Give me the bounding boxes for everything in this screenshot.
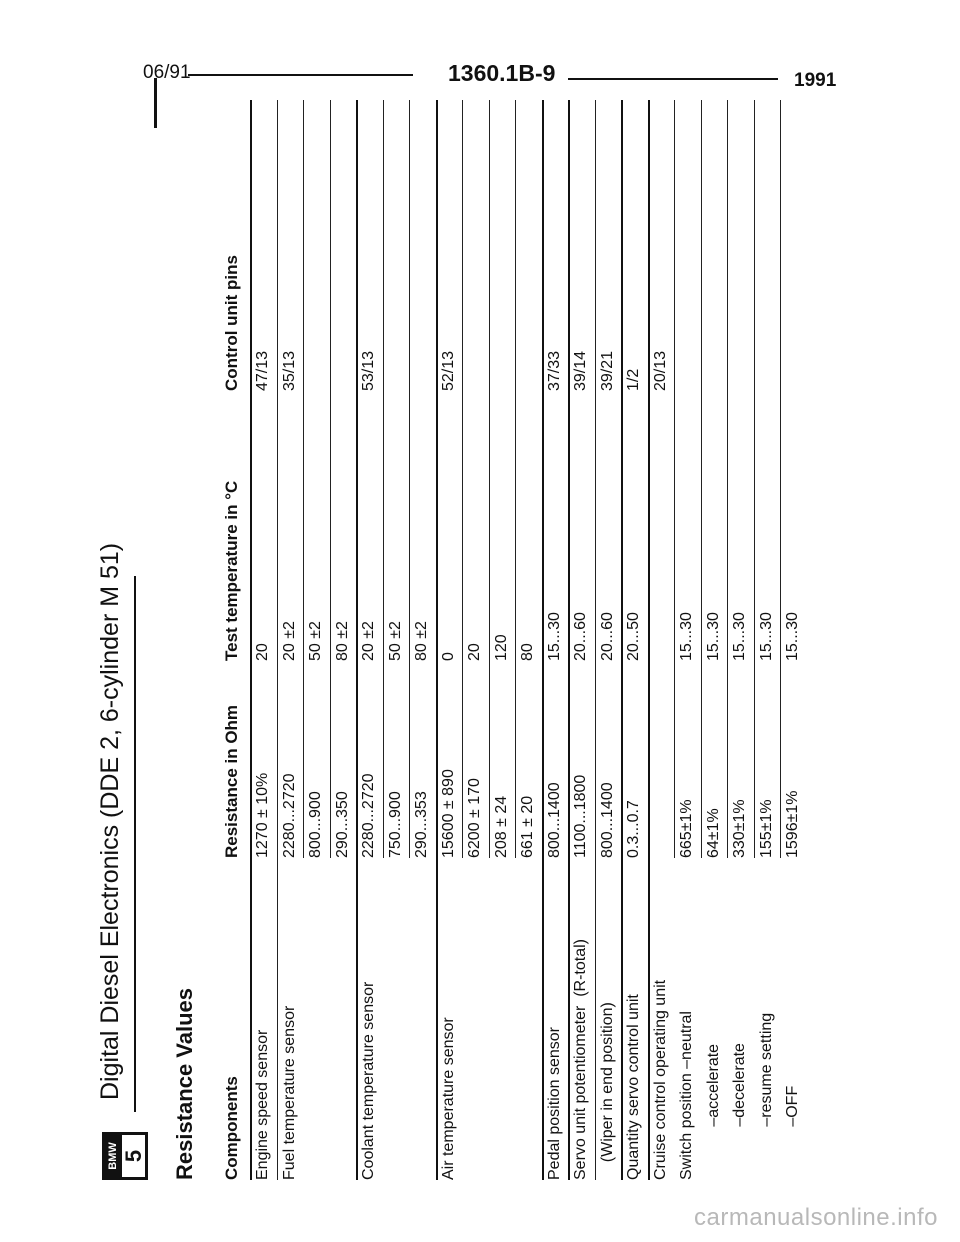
table-cell: 290...353 [413, 791, 430, 858]
row-divider [648, 100, 650, 1180]
table-cell: (Wiper in end position) [598, 1002, 616, 1180]
table-cell: 35/13 [280, 350, 298, 391]
row-divider [383, 100, 384, 858]
row-divider [754, 100, 755, 858]
row-divider [727, 100, 728, 858]
table-cell: –OFF [784, 1085, 801, 1180]
table-cell: Fuel temperature sensor [280, 1005, 298, 1180]
table-cell: Coolant temperature sensor [360, 981, 377, 1180]
table-cell: 50 ±2 [386, 621, 404, 661]
row-divider [515, 100, 516, 858]
table-cell: 1270 ± 10% [254, 772, 271, 858]
table-cell: 6200 ± 170 [466, 778, 483, 858]
document-title: Digital Diesel Electronics (DDE 2, 6-cylinder M 51) [96, 542, 124, 1100]
row-divider [780, 100, 781, 858]
table-cell: 20...60 [572, 612, 589, 661]
table-cell: 39/21 [598, 350, 616, 391]
title-underline [134, 576, 136, 1112]
table-cell: 52/13 [439, 350, 457, 391]
table-cell: 20 [254, 643, 271, 661]
table-cell: 155±1% [757, 799, 775, 858]
row-divider [330, 100, 331, 858]
table-cell: Pedal position sensor [545, 1027, 563, 1180]
table-cell: 800...1400 [545, 782, 563, 858]
logo-brand: BMW [105, 1135, 122, 1177]
table-cell: 37/33 [545, 350, 563, 391]
rotated-page-content [90, 100, 870, 1180]
row-divider [489, 100, 490, 858]
table-cell: Switch position –neutral [678, 1011, 695, 1180]
table-cell: 80 ±2 [413, 621, 430, 661]
page-header [0, 62, 960, 102]
logo-series-number: 5 [121, 1149, 146, 1163]
row-divider [462, 100, 463, 858]
watermark: carmanualsonline.info [694, 1204, 938, 1231]
header-date: 06/91 [143, 62, 191, 83]
table-cell: 20...50 [625, 612, 642, 661]
table-cell: 15...30 [545, 612, 563, 661]
table-cell: –accelerate [704, 1043, 722, 1180]
table-cell: 661 ± 20 [519, 795, 536, 858]
table-cell: 665±1% [678, 799, 695, 858]
row-divider [674, 100, 675, 858]
header-rule-right [568, 78, 778, 80]
row-divider [277, 100, 278, 1180]
row-divider [568, 100, 570, 1180]
table-cell: 15600 ± 890 [439, 769, 457, 858]
table-cell: 20 ±2 [280, 621, 298, 661]
header-rule-left [188, 74, 413, 76]
table-cell: –decelerate [731, 1043, 748, 1180]
table-cell: 53/13 [360, 350, 377, 391]
column-header: Test temperature in °C [222, 480, 241, 661]
table-cell: 2280...2720 [360, 773, 377, 858]
table-cell: Cruise control operating unit [651, 979, 669, 1180]
column-header: Components [222, 1076, 241, 1180]
table-cell: Air temperature sensor [439, 1017, 457, 1180]
table-cell: 120 [492, 634, 510, 661]
table-cell: 1/2 [625, 368, 642, 391]
table-cell: 80 [519, 643, 536, 661]
table-cell: 15...30 [757, 612, 775, 661]
row-divider [409, 100, 410, 858]
header-page-code: 1360.1B-9 [448, 60, 556, 86]
table-cell: 47/13 [254, 350, 271, 391]
table-cell: Servo unit potentiometer (R-total) [572, 939, 589, 1180]
table-cell: 290...350 [333, 791, 351, 858]
section-title: Resistance Values [172, 987, 197, 1180]
table-cell: 39/14 [572, 350, 589, 391]
table-cell: 1100...1800 [572, 774, 589, 858]
table-cell: 20/13 [651, 350, 669, 391]
table-cell: 0 [439, 652, 457, 661]
table-cell: 208 ± 24 [492, 795, 510, 858]
table-cell: 15...30 [731, 612, 748, 661]
table-cell: 64±1% [704, 808, 722, 858]
table-cell: Engine speed sensor [254, 1029, 271, 1180]
table-cell: 1596±1% [784, 790, 801, 858]
table-cell: 50 ±2 [307, 621, 324, 661]
table-cell: Quantity servo control unit [625, 994, 642, 1180]
table-cell: 2280...2720 [280, 773, 298, 858]
table-cell: 330±1% [731, 799, 748, 858]
table-cell: 750...900 [386, 791, 404, 858]
column-header: Control unit pins [222, 255, 241, 391]
header-year: 1991 [794, 70, 837, 91]
table-cell: 15...30 [784, 612, 801, 661]
row-divider [436, 100, 438, 1180]
table-cell: –resume setting [757, 1012, 775, 1180]
row-divider [250, 100, 252, 1180]
row-divider [621, 100, 623, 1180]
table-cell: 800...900 [307, 791, 324, 858]
resistance-table [222, 100, 862, 1180]
column-header: Resistance in Ohm [222, 704, 241, 858]
row-divider [701, 100, 702, 858]
row-divider [542, 100, 544, 1180]
row-divider [303, 100, 304, 858]
table-cell: 15...30 [704, 612, 722, 661]
table-cell: 80 ±2 [333, 621, 351, 661]
table-cell: 20...60 [598, 612, 616, 661]
table-cell: 20 [466, 643, 483, 661]
row-divider [595, 100, 596, 1180]
table-cell: 800...1400 [598, 782, 616, 858]
table-cell: 15...30 [678, 612, 695, 661]
table-cell: 20 ±2 [360, 621, 377, 661]
bmw-5-logo [102, 1132, 148, 1180]
table-cell: 0.3...0.7 [625, 800, 642, 858]
row-divider [356, 100, 358, 1180]
